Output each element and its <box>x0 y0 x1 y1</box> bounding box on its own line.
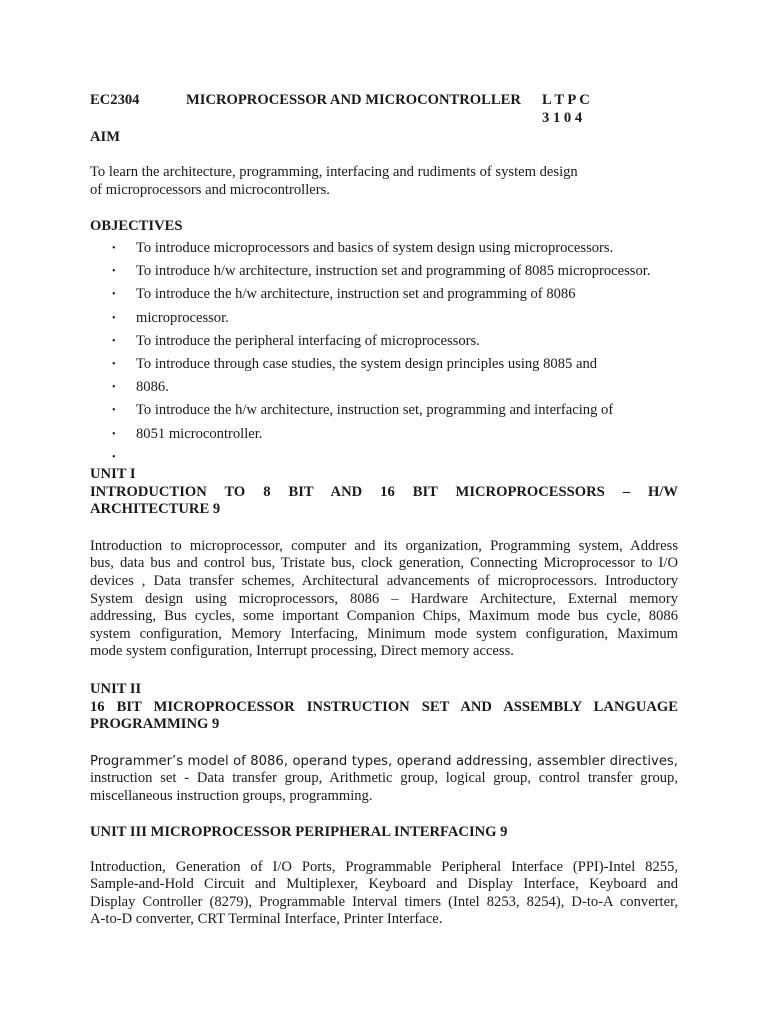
body-line: Introduction to microprocessor, computer and its organization, Programming system, Address <box>90 537 678 554</box>
objective-item: • To introduce microprocessors and basics of system design using microprocessors. <box>112 240 614 256</box>
objective-item <box>112 449 712 463</box>
body-line: Programmer’s model of 8086, operand types, operand addressing, assembler directives, <box>90 753 678 769</box>
body-line: instruction set - Data transfer group, Arithmetic group, logical group, control transfer group, <box>90 770 678 787</box>
body-line: Display Controller (8279), Programmable Interval timers (Intel 8253, 8254), D-to-A converter, <box>90 893 678 910</box>
unit-2-title-line1: 16 BIT MICROPROCESSOR INSTRUCTION SET AND ASSEMBLY LANGUAGE <box>90 698 678 715</box>
aim-line: To learn the architecture, programming, interfacing and rudiments of system design <box>90 164 578 180</box>
body-line: devices , Data transfer schemes, Architectural advancements of microprocessors. Introductory <box>90 572 678 589</box>
aim-heading: AIM <box>90 129 120 145</box>
bullet-icon: • <box>112 428 116 440</box>
objective-item: • 8086. <box>112 379 169 396</box>
bullet-icon: • <box>112 358 116 370</box>
objective-item: • To introduce the peripheral interfacing of microprocessors. <box>112 332 480 349</box>
aim-text <box>90 164 650 199</box>
unit-2-section <box>90 681 678 806</box>
bullet-icon: • <box>112 243 116 254</box>
unit-2-title-line2: PROGRAMMING 9 <box>90 716 220 733</box>
bullet-icon: • <box>112 405 116 417</box>
body-line: bus, data bus and control bus, Tristate bus, clock generation, Connecting Microprocessor to I/O <box>90 555 678 572</box>
course-header <box>90 92 690 132</box>
unit-2-label: UNIT II <box>90 681 142 697</box>
unit-1-body <box>90 538 678 661</box>
objective-item: • 8051 microcontroller. <box>112 425 263 442</box>
aim-line: of microprocessors and microcontrollers. <box>90 181 330 198</box>
objectives-list <box>112 240 712 463</box>
ltpc-values: 3 1 0 4 <box>542 110 583 126</box>
ltpc-labels: L T P C <box>542 92 590 108</box>
objective-item: • To introduce h/w architecture, instruction set and programming of 8085 microprocessor. <box>112 263 651 280</box>
unit-3-section <box>90 824 678 929</box>
body-line: mode system configuration, Interrupt processing, Direct memory access. <box>90 643 514 660</box>
body-line: A-to-D converter, CRT Terminal Interface, Printer Interface. <box>90 911 443 928</box>
unit-2-body <box>90 753 678 806</box>
body-line: addressing, Bus cycles, some important Companion Chips, Maximum mode bus cycle, 8086 <box>90 608 678 625</box>
bullet-icon: • <box>112 382 116 394</box>
bullet-icon: • <box>112 312 116 324</box>
body-line: System design using microprocessors, 8086 – Hardware Architecture, External memory <box>90 590 678 607</box>
body-line: Introduction, Generation of I/O Ports, Programmable Peripheral Interface (PPI)-Intel 8255, <box>90 858 678 875</box>
unit-1-section <box>90 466 678 661</box>
unit-3-title: UNIT III MICROPROCESSOR PERIPHERAL INTERFACING 9 <box>90 824 508 840</box>
objectives-heading: OBJECTIVES <box>90 218 183 234</box>
objective-item: • To introduce the h/w architecture, instruction set, programming and interfacing of <box>112 402 614 419</box>
unit-3-body <box>90 859 678 929</box>
course-title: MICROPROCESSOR AND MICROCONTROLLER <box>186 92 521 108</box>
objective-item: • microprocessor. <box>112 309 229 326</box>
bullet-icon: • <box>112 335 116 347</box>
unit-1-label: UNIT I <box>90 466 136 482</box>
objective-item: • To introduce the h/w architecture, instruction set and programming of 8086 <box>112 286 576 303</box>
bullet-icon: • <box>112 451 116 463</box>
objective-item: • To introduce through case studies, the system design principles using 8085 and <box>112 355 598 372</box>
body-line: Sample-and-Hold Circuit and Multiplexer, Keyboard and Display Interface, Keyboard and <box>90 876 678 893</box>
unit-1-title-line1: INTRODUCTION TO 8 BIT AND 16 BIT MICROPROCESSORS – H/W <box>90 483 678 500</box>
course-code: EC2304 <box>90 92 140 108</box>
body-line: miscellaneous instruction groups, programming. <box>90 787 373 804</box>
body-line: system configuration, Memory Interfacing, Minimum mode system configuration, Maximum <box>90 625 678 642</box>
bullet-icon: • <box>112 266 116 278</box>
bullet-icon: • <box>112 289 116 301</box>
unit-1-title-line2: ARCHITECTURE 9 <box>90 501 221 518</box>
